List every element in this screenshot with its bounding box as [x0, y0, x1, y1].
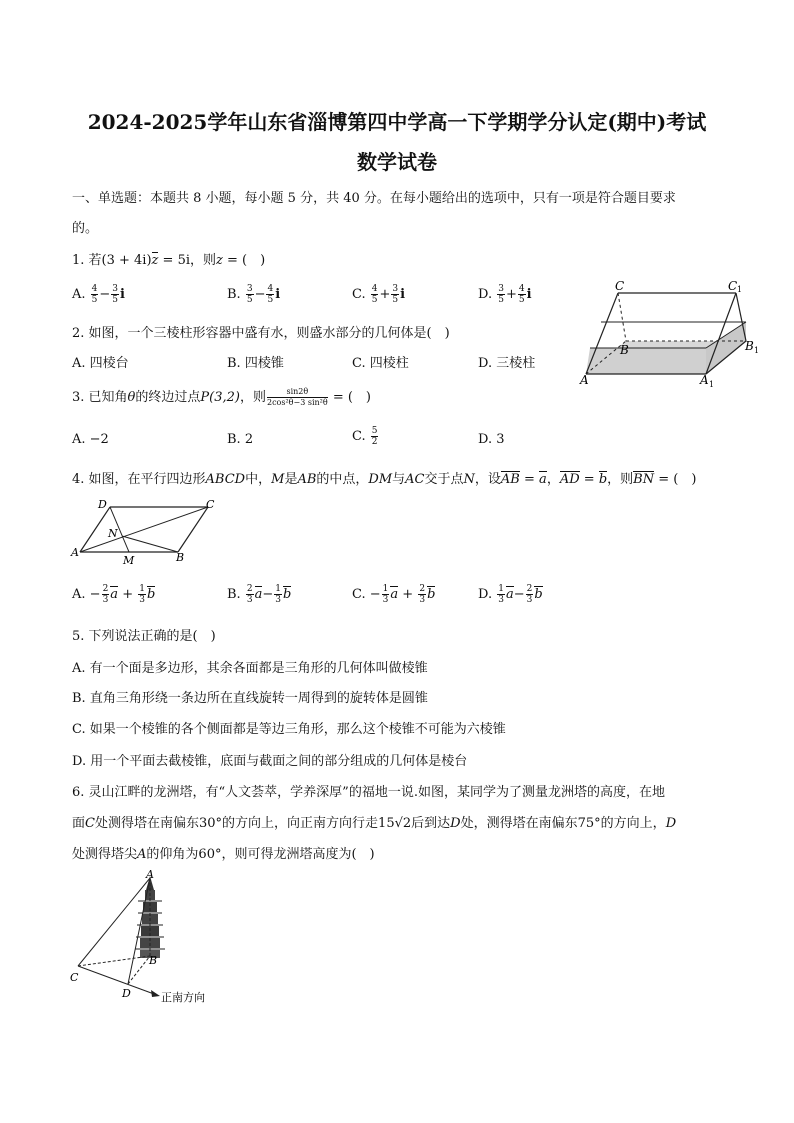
q3-option-d[interactable]: D. 3 [478, 432, 505, 447]
q5-option-b[interactable]: B. 直角三角形绕一条边所在直线旋转一周得到的旋转体是圆锥 [72, 691, 428, 706]
label-B: B [176, 551, 185, 564]
label-C1-sub: 1 [737, 285, 743, 294]
q5-option-a[interactable]: A. 有一个面是多边形，其余各面都是三角形的几何体叫做棱锥 [72, 661, 428, 676]
prism-figure [578, 276, 768, 388]
label-D: D [122, 987, 131, 1000]
q4-option-d[interactable]: D. $\frac{1}{3}$ a− $\frac{2}{3}$ b [478, 584, 543, 605]
label-D: D [98, 498, 107, 511]
label-N: N [108, 527, 118, 540]
label-A: A [580, 373, 589, 387]
q2-option-b[interactable]: B. 四棱锥 [227, 356, 284, 371]
south-arrow-icon [151, 990, 160, 997]
q2-option-d[interactable]: D. 三棱柱 [478, 356, 536, 371]
label-B: B [620, 343, 629, 357]
q5-option-d[interactable]: D. 用一个平面去截棱锥，底面与截面之间的部分组成的几何体是棱台 [72, 754, 468, 769]
question-4-stem: 4. 如图，在平行四边形ABCD中，M是AB的中点，DM与AC交于点N，设AB = a，AD = b，则BN = ( ) [72, 472, 697, 487]
question-5-stem: 5. 下列说法正确的是( ) [72, 629, 216, 644]
label-C: C [70, 971, 79, 984]
question-3-stem: 3. 已知角θ的终边过点P(3,2)，则 $\frac{\sin 2\theta}{\text{2cos²θ−3 sin²θ}}$ = ( ) [72, 387, 371, 407]
label-C: C [615, 279, 625, 293]
label-south-direction: 正南方向 [161, 991, 205, 1004]
q4-option-b[interactable]: B. $\frac{2}{3}$ a− $\frac{1}{3}$ b [227, 584, 292, 605]
water-side [706, 322, 746, 374]
label-C: C [206, 498, 215, 511]
label-A1: A [700, 373, 709, 387]
label-B: B [149, 954, 158, 967]
question-1-stem: 1. 若(3 + 4i)z = 5i，则z = ( ) [72, 253, 266, 268]
q1-option-a[interactable]: A. $\frac{4}{5}$ − $\frac{3}{5}$ i [72, 284, 125, 305]
question-6-line1: 6. 灵山江畔的龙洲塔，有“人文荟萃，学养深厚”的福地一说.如图，某同学为了测量龙洲塔的高度，在地 [72, 785, 665, 800]
question-6-line2: 面C处测得塔在南偏东30°的方向上，向正南方向行走15√2后到达D处，测得塔在南偏东75°的方向上，D [72, 816, 677, 831]
q4-option-c[interactable]: C. − $\frac{1}{3}$ a + $\frac{2}{3}$ b [352, 584, 436, 605]
q3-option-b[interactable]: B. 2 [227, 432, 254, 447]
exam-title-line1: 2024-2025学年山东省淄博第四中学高一下学期学分认定(期中)考试 [87, 110, 707, 134]
label-A: A [71, 546, 79, 559]
label-B1: B [745, 339, 754, 353]
tower-figure [66, 868, 216, 1008]
q5-option-c[interactable]: C. 如果一个棱锥的各个侧面都是等边三角形，那么这个棱锥不可能为六棱锥 [72, 722, 506, 737]
q3-option-a[interactable]: A. −2 [72, 432, 109, 447]
q4-option-a[interactable]: A. − $\frac{2}{3}$ a + $\frac{1}{3}$ b [72, 584, 156, 605]
q1-option-d[interactable]: D. $\frac{3}{5}$ + $\frac{4}{5}$ i [478, 284, 532, 305]
q1-option-b[interactable]: B. $\frac{3}{5}$ − $\frac{4}{5}$ i [227, 284, 281, 305]
section-heading-cont: 的。 [72, 221, 99, 236]
question-2-stem: 2. 如图，一个三棱柱形容器中盛有水，则盛水部分的几何体是( ) [72, 326, 450, 341]
label-M: M [123, 554, 135, 567]
label-A: A [146, 868, 154, 881]
q2-option-c[interactable]: C. 四棱柱 [352, 356, 409, 371]
label-C1: C [728, 279, 738, 293]
q3-option-c[interactable]: C. $\frac{5}{2}$ [352, 426, 378, 447]
parallelogram-figure [70, 496, 220, 570]
label-B1-sub: 1 [754, 346, 760, 355]
label-A1-sub: 1 [709, 380, 715, 388]
water-front [586, 348, 706, 374]
question-6-line3: 处测得塔尖A的仰角为60°，则可得龙洲塔高度为( ) [72, 847, 375, 862]
q1-option-c[interactable]: C. $\frac{4}{5}$ + $\frac{3}{5}$ i [352, 284, 406, 305]
exam-title-line2: 数学试卷 [357, 150, 437, 174]
section-heading: 一、单选题：本题共 8 小题，每小题 5 分，共 40 分。在每小题给出的选项中，只有一项是符合题目要求 [72, 191, 676, 206]
q2-option-a[interactable]: A. 四棱台 [72, 356, 129, 371]
